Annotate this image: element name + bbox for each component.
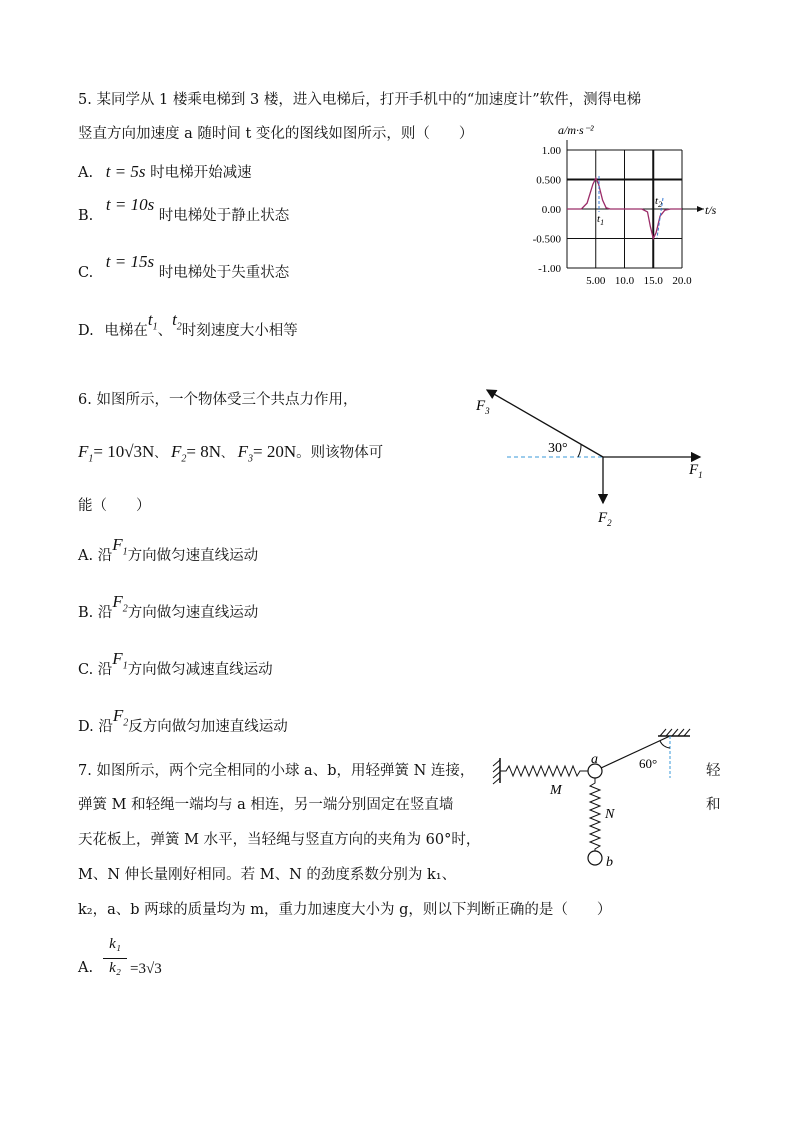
option-text: 反方向做匀加速直线运动 [128,719,288,735]
x-tick-label: 15.0 [643,275,663,287]
t2-symbol: $t_2$ [172,310,182,333]
angle-arc [660,741,670,748]
q7-stem-line2: 弹簧 M 和轻绳一端均与 a 相连，另一端分别固定在竖直墙 [78,797,454,813]
option-math: t = 15s [105,252,155,271]
option-text: 时电梯处于失重状态 [158,265,290,281]
f2-label: $F_2$ [598,510,612,528]
q5-stem-line1: 5. 某同学从 1 楼乘电梯到 3 楼，进入电梯后，打开手机中的“加速度计”软件，测得电梯 [78,92,642,108]
f3-symbol: $F_3$ [237,442,253,465]
x-tick-label: 5.00 [586,275,606,287]
label-n: N [605,807,615,822]
option-label: C. [78,662,94,678]
f1-symbol: $F_1$ [78,442,94,465]
spring-m [500,766,588,776]
chart-ylabel: a/m·s⁻² [558,123,594,137]
t1-symbol: $t_1$ [147,310,158,333]
x-tick-label: 20.0 [672,275,692,287]
option-label: A. [78,165,94,181]
option-math: t = 5s [105,162,146,181]
q7-stem-line2-end: 和 [706,797,721,813]
ball-b [588,851,602,865]
f2-symbol: $F_2$ [170,442,187,465]
option-text: 时电梯处于静止状态 [158,208,290,224]
q7-stem-line1: 7. 如图所示，两个完全相同的小球 a、b，用轻弹簧 N 连接， [78,763,475,779]
x-tick-label: 10.0 [614,275,635,287]
force-symbol: $F_2$ [112,706,129,729]
f3-label: $F_3$ [476,398,490,416]
force-symbol: $F_2$ [112,592,128,615]
option-math: t = 10s [105,195,155,214]
y-tick-label: -0.500 [532,233,561,246]
q5-stem-line2: 竖直方向加速度 a 随时间 t 变化的图线如图所示，则（ ） [78,126,474,142]
label-a: a [591,752,598,767]
wall-hatching [493,760,500,784]
q7-stem-line3: 天花板上，弹簧 M 水平，当轻绳与竖直方向的夹角为 60°时， [78,832,481,848]
f3-value: = 20N [253,442,297,461]
q7-stem-line1-end: 轻 [706,763,721,779]
f1-value: = 10√3N [93,442,155,461]
ceiling-hatching [660,729,690,736]
fraction-rhs: =3√3 [130,961,162,977]
q6-stem-line2: $F_1= 10√3N$、 $F_2= 8N$、 $F_3= 20N$。则该物体可 [78,442,384,465]
q6-stem-line3: 能（ ） [78,498,151,514]
q6-option-a[interactable]: A. 沿$F_1$方向做匀速直线运动 [78,535,259,564]
chart-xlabel: t/s [705,203,717,217]
chart-annotation-t1: $t_1$ [597,213,605,227]
label-m: M [550,783,562,798]
option-text: 方向做匀速直线运动 [127,548,259,564]
option-text: 时刻速度大小相等 [181,323,298,339]
y-tick-label: 0.500 [536,174,561,187]
label-angle: 60° [639,756,658,771]
q7-stem-line5: k₂，a、b 两球的质量均为 m，重力加速度大小为 g，则以下判断正确的是（ ） [78,902,612,918]
option-text: 时电梯开始减速 [150,165,252,181]
option-label: A. [78,548,94,564]
spring-n [590,778,600,852]
y-tick-label: 1.00 [541,145,561,157]
q6-option-d[interactable]: D. 沿$F_2$反方向做匀加速直线运动 [78,706,288,735]
label-b: b [606,855,613,870]
option-text: 方向做匀减速直线运动 [127,662,273,678]
option-text: 电梯在 [104,323,148,339]
q6-stem-line1: 6. 如图所示，一个物体受三个共点力作用， [78,392,358,408]
rope [601,736,670,768]
option-label: B. [78,208,94,224]
q7-option-a-label[interactable]: A. [78,960,94,976]
force-symbol: $F_1$ [112,535,128,558]
q7-stem-line4: M、N 伸长量刚好相同。若 M、N 的劲度系数分别为 k₁、 [78,867,457,883]
option-label: D. [78,323,94,339]
option-label: B. [78,605,94,621]
chart-annotation-t2: $t_2$ [655,195,663,209]
q6-option-c[interactable]: C. 沿$F_1$方向做匀减速直线运动 [78,649,273,678]
f2-value: = 8N [186,442,221,461]
option-label: C. [78,265,94,281]
option-text: 方向做匀速直线运动 [127,605,259,621]
separator: 、 [157,323,173,339]
fraction-denominator: k₂ [109,960,121,976]
y-tick-label: 0.00 [541,204,561,216]
fraction-numerator: k₁ [109,936,121,952]
angle-label: 30° [548,441,568,456]
y-tick-label: -1.00 [538,263,561,275]
option-label: D. [78,719,94,735]
f1-label: $F_1$ [689,462,703,480]
q6-option-b[interactable]: B. 沿$F_2$方向做匀速直线运动 [78,592,259,621]
force-symbol: $F_1$ [112,649,128,672]
